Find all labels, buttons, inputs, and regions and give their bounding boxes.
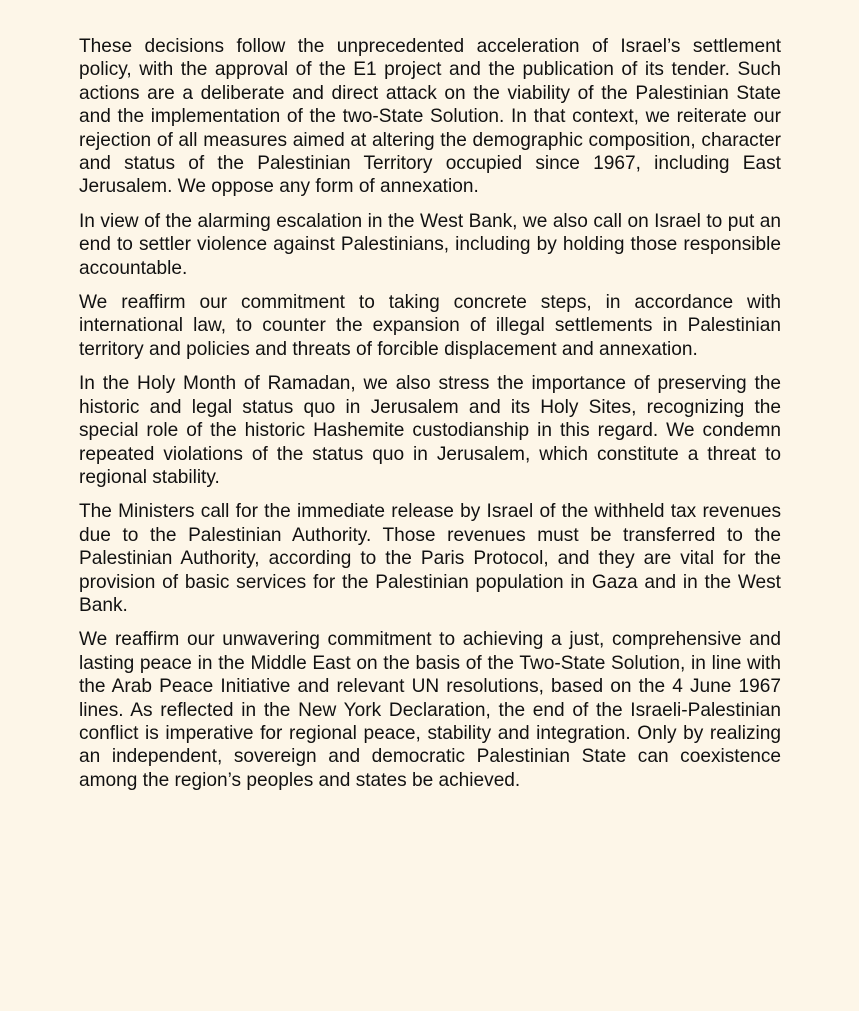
paragraph-ramadan-status-quo: In the Holy Month of Ramadan, we also stress the importance of preserving the historic and legal status quo in Jerusalem and its Holy Sites, recognizing the special role of the historic Hashemite custodianship in this regard. We condemn repeated violations of the status quo in Jerusalem, which constitute a threat to regional stability.	[79, 373, 781, 488]
paragraph-settlement-policy: These decisions follow the unprecedented acceleration of Israel’s settlement policy, with the approval of the E1 project and the publication of its tender. Such actions are a deliberate and direct attack on the viability of the Palestinian State and the implementation of the two-State Solution. In that context, we reiterate our rejection of all measures aimed at altering the demographic composition, character and status of the Palestinian Territory occupied since 1967, including East Jerusalem. We oppose any form of annexation.	[79, 36, 781, 198]
paragraph-two-state-solution: We reaffirm our unwavering commitment to achieving a just, comprehensive and lasting peace in the Middle East on the basis of the Two-State Solution, in line with the Arab Peace Initiative and relevant UN resolutions, based on the 4 June 1967 lines. As reflected in the New York Declaration, the end of the Israeli-Palestinian conflict is imperative for regional peace, stability and integration. Only by realizing an independent, sovereign and democratic Palestinian State can coexistence among the region’s peoples and states be achieved.	[79, 629, 781, 791]
paragraph-settler-violence: In view of the alarming escalation in the West Bank, we also call on Israel to put an end to settler violence against Palestinians, including by holding those responsible accountable.	[79, 210, 781, 279]
paragraph-concrete-steps: We reaffirm our commitment to taking concrete steps, in accordance with international law, to counter the expansion of illegal settlements in Palestinian territory and policies and threats of forcible displacement and annexation.	[79, 292, 781, 360]
paragraph-tax-revenues: The Ministers call for the immediate release by Israel of the withheld tax revenues due to the Palestinian Authority. Those revenues must be transferred to the Palestinian Authority, according to the Paris Protocol, and they are vital for the provision of basic services for the Palestinian population in Gaza and in the West Bank.	[79, 501, 781, 616]
